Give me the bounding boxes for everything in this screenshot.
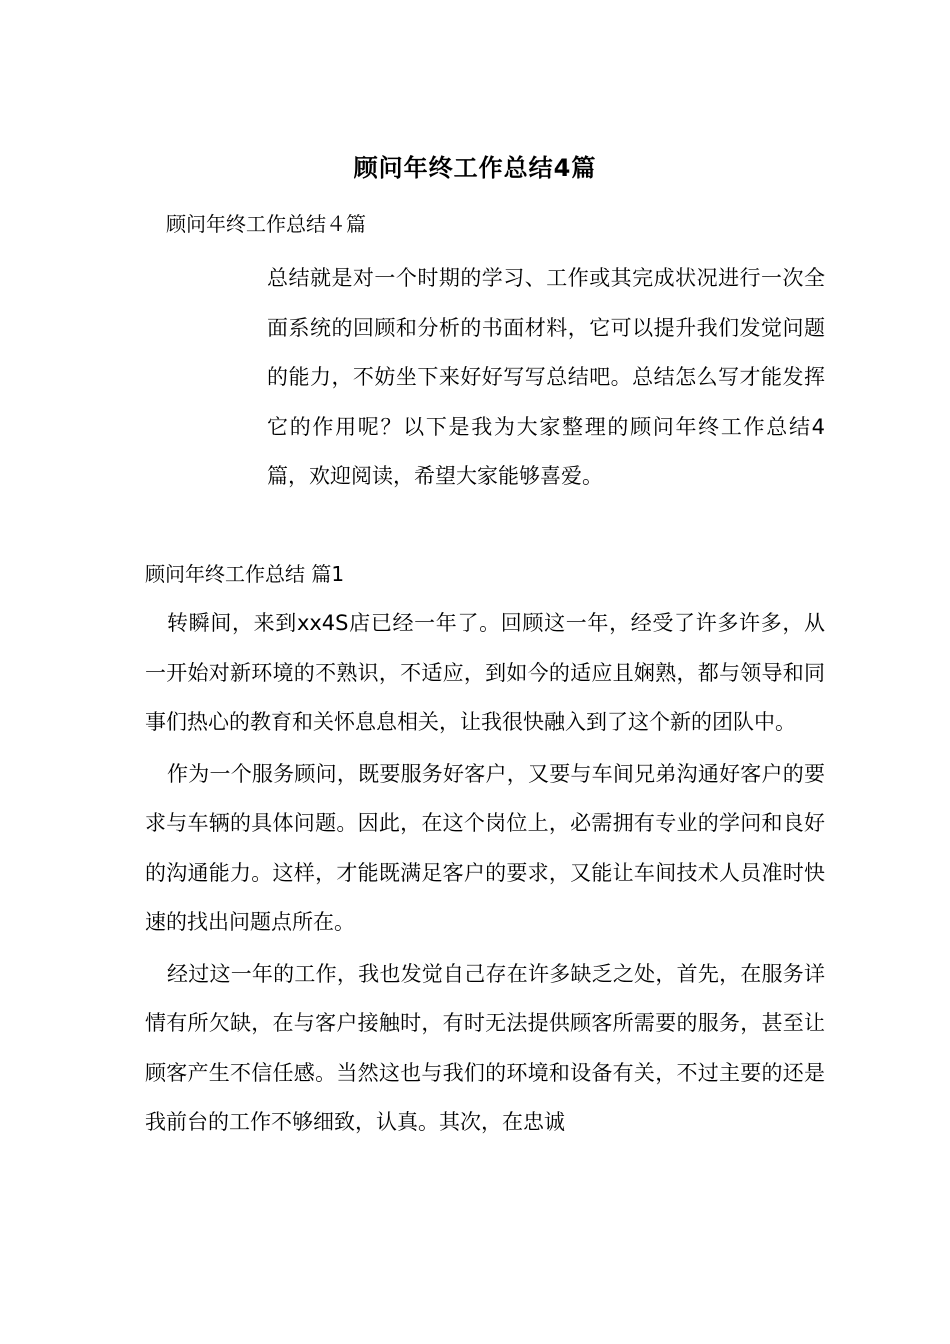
body-text-block bbox=[145, 599, 825, 1150]
body-paragraph: 经过这一年的工作，我也发觉自己存在许多缺乏之处，首先，在服务详情有所欠缺，在与客户接触时，有时无法提供顾客所需要的服务，甚至让顾客产生不信任感。当然这也与我们的环境和设备有关，不过主要的还是我前台的工作不够细致，认真。其次，在忠诚 bbox=[145, 961, 825, 1134]
body-paragraph: 作为一个服务顾问，既要服务好客户，又要与车间兄弟沟通好客户的要求与车辆的具体问题。因此，在这个岗位上，必需拥有专业的学问和良好的沟通能力。这样，才能既满足客户的要求，又能让车间技术人员准时快速的找出问题点所在。 bbox=[145, 761, 825, 934]
body-paragraph: 转瞬间，来到xx4S店已经一年了。回顾这一年，经受了许多许多，从一开始对新环境的不熟识，不适应，到如今的适应且娴熟，都与领导和同事们热心的教育和关怀息息相关，让我很快融入到了这个新的团队中。 bbox=[145, 611, 825, 734]
document-title: 顾问年终工作总结4篇 bbox=[353, 154, 597, 182]
document-subtitle: 顾问年终工作总结４篇 bbox=[166, 212, 366, 236]
intro-paragraph-block bbox=[145, 254, 825, 502]
section-heading: 顾问年终工作总结 篇1 bbox=[145, 562, 345, 586]
intro-paragraph: 总结就是对一个时期的学习、工作或其完成状况进行一次全面系统的回顾和分析的书面材料，它可以提升我们发觉问题的能力，不妨坐下来好好写写总结吧。总结怎么写才能发挥它的作用呢？以下是我为大家整理的顾问年终工作总结4篇，欢迎阅读，希望大家能够喜爱。 bbox=[267, 266, 825, 488]
